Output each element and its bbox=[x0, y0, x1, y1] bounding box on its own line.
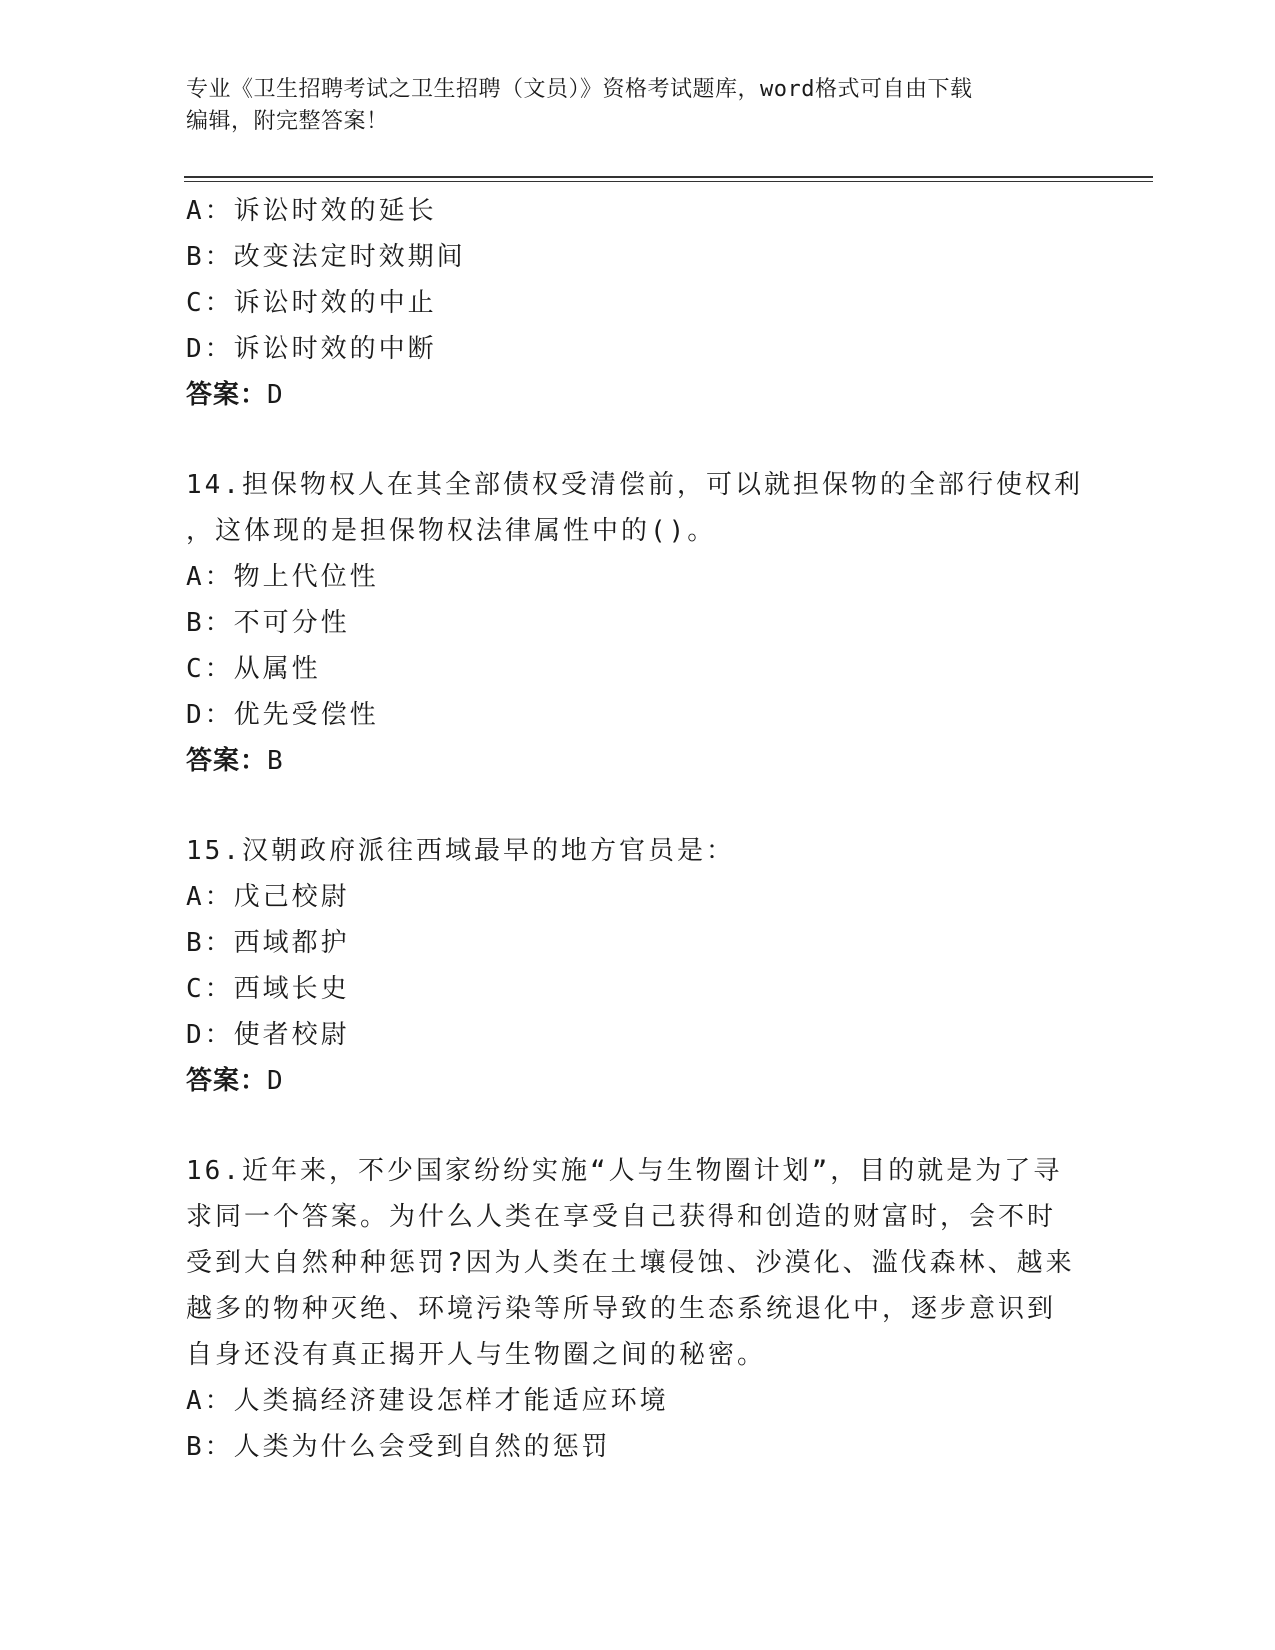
q15-option-d: D：使者校尉 bbox=[186, 1020, 350, 1050]
q15-answer-value: D bbox=[267, 1066, 284, 1096]
question-list bbox=[186, 188, 1086, 1470]
document-header bbox=[186, 74, 1086, 138]
q14-answer bbox=[186, 738, 1086, 784]
q14-option-c: C：从属性 bbox=[186, 654, 321, 684]
q16-stem-line-3: 受到大自然种种惩罚?因为人类在土壤侵蚀、沙漠化、滥伐森林、越来 bbox=[186, 1248, 1075, 1278]
q16-stem-line-2: 求同一个答案。为什么人类在享受自己获得和创造的财富时，会不时 bbox=[186, 1202, 1057, 1232]
header-line-1: 专业《卫生招聘考试之卫生招聘（文员）》资格考试题库，word格式可自由下载 bbox=[186, 77, 973, 102]
q14-answer-label: 答案： bbox=[186, 746, 268, 776]
q14-option-a: A：物上代位性 bbox=[186, 562, 379, 592]
q13-option-b: B：改变法定时效期间 bbox=[186, 242, 466, 272]
question-16 bbox=[186, 1148, 1086, 1470]
q15-stem-line-1: 15.汉朝政府派往西域最早的地方官员是： bbox=[186, 836, 735, 866]
q13-answer-value: D bbox=[267, 380, 284, 410]
q15-answer-label: 答案： bbox=[186, 1066, 268, 1096]
q15-option-c: C：西域长史 bbox=[186, 974, 350, 1004]
q16-option-a: A：人类搞经济建设怎样才能适应环境 bbox=[186, 1386, 669, 1416]
q13-option-d: D：诉讼时效的中断 bbox=[186, 334, 437, 364]
question-15 bbox=[186, 828, 1086, 1104]
spacer bbox=[186, 418, 1086, 462]
q16-option-b: B：人类为什么会受到自然的惩罚 bbox=[186, 1432, 611, 1462]
q14-stem-line-2: ，这体现的是担保物权法律属性中的()。 bbox=[186, 516, 717, 546]
q13-answer bbox=[186, 372, 1086, 418]
q14-stem-line-1: 14.担保物权人在其全部债权受清偿前，可以就担保物的全部行使权利 bbox=[186, 470, 1083, 500]
header-divider-thick bbox=[184, 176, 1153, 178]
q15-option-b: B：西域都护 bbox=[186, 928, 350, 958]
q13-option-a: A：诉讼时效的延长 bbox=[186, 196, 437, 226]
q15-answer bbox=[186, 1058, 1086, 1104]
q14-option-d: D：优先受偿性 bbox=[186, 700, 379, 730]
q13-answer-label: 答案： bbox=[186, 380, 268, 410]
spacer bbox=[186, 784, 1086, 828]
header-line-2: 编辑，附完整答案！ bbox=[186, 109, 389, 134]
q14-answer-value: B bbox=[267, 746, 284, 776]
q16-stem-line-5: 自身还没有真正揭开人与生物圈之间的秘密。 bbox=[186, 1340, 767, 1370]
q14-option-b: B：不可分性 bbox=[186, 608, 350, 638]
q15-option-a: A：戊己校尉 bbox=[186, 882, 350, 912]
q16-stem-line-4: 越多的物种灭绝、环境污染等所导致的生态系统退化中，逐步意识到 bbox=[186, 1294, 1057, 1324]
header-divider-thin bbox=[184, 181, 1153, 182]
question-14 bbox=[186, 462, 1086, 784]
question-13 bbox=[186, 188, 1086, 418]
q13-option-c: C：诉讼时效的中止 bbox=[186, 288, 437, 318]
spacer bbox=[186, 1104, 1086, 1148]
q16-stem-line-1: 16.近年来，不少国家纷纷实施“人与生物圈计划”，目的就是为了寻 bbox=[186, 1156, 1063, 1186]
